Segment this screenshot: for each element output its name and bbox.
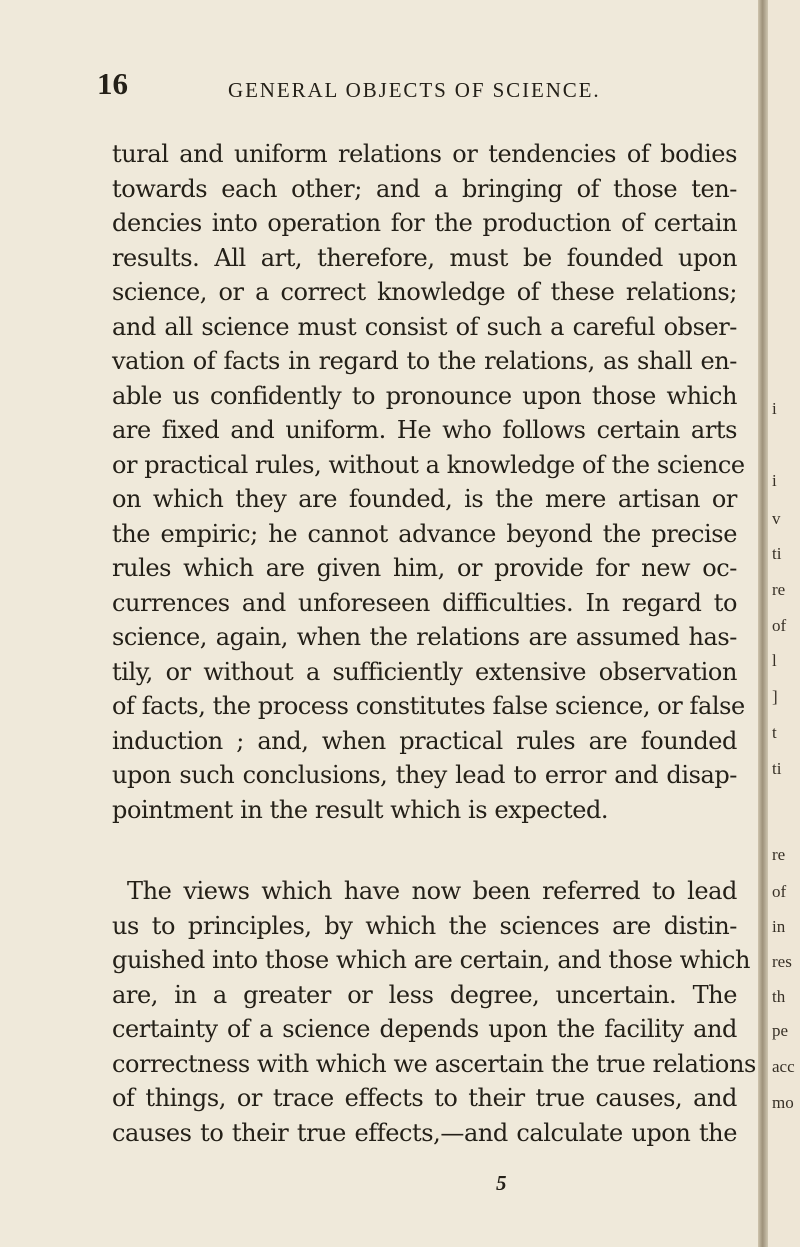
text-line: or practical rules, without a knowledge of the science — [112, 450, 745, 479]
page-header — [97, 66, 717, 110]
adjacent-page-fragment: acc — [772, 1057, 795, 1076]
text-line: guished into those which are certain, and those which — [112, 946, 751, 974]
adjacent-page-fragment: of — [772, 616, 787, 635]
text-line: the empiric; he cannot advance beyond the precise — [112, 519, 737, 548]
signature-mark: 5 — [496, 1171, 507, 1195]
adjacent-page-fragment: i — [772, 471, 777, 490]
text-line: of facts, the process constitutes false science, or false — [112, 692, 745, 720]
text-line: currences and unforeseen difficulties. In regard to — [112, 588, 737, 617]
text-line: tural and uniform relations or tendencies of bodies — [112, 140, 737, 168]
text-line: able us confidently to pronounce upon those which — [112, 381, 737, 410]
adjacent-page-fragment: pe — [772, 1021, 789, 1040]
text-line: science, again, when the relations are assumed has- — [112, 623, 737, 651]
text-line: causes to their true effects,—and calculate upon the — [112, 1118, 737, 1147]
text-line: vation of facts in regard to the relations, as shall en- — [112, 347, 737, 375]
text-line: science, or a correct knowledge of these relations; — [112, 278, 737, 306]
text-line: towards each other; and a bringing of those ten- — [112, 174, 737, 203]
adjacent-page-fragment: ] — [772, 687, 778, 706]
book-gutter-shadow — [758, 0, 768, 1247]
text-line: of things, or trace effects to their true causes, and — [112, 1084, 737, 1112]
text-line: and all science must consist of such a careful obser- — [112, 312, 737, 341]
text-line: are fixed and uniform. He who follows certain arts — [112, 416, 737, 444]
adjacent-page-fragment: mo — [772, 1093, 794, 1112]
adjacent-page-edge — [768, 0, 800, 1247]
adjacent-page-fragment: t — [772, 723, 777, 742]
paragraph-gap — [112, 827, 737, 874]
page-number: 16 — [97, 66, 128, 101]
adjacent-page-fragment: re — [772, 845, 786, 864]
text-line: dencies into operation for the production of certain — [112, 209, 737, 237]
text-line: pointment in the result which is expected. — [112, 795, 609, 824]
text-line: upon such conclusions, they lead to error and disap- — [112, 761, 737, 789]
text-line: correctness with which we ascertain the true relations — [112, 1049, 756, 1078]
text-line: rules which are given him, or provide for new oc- — [112, 554, 737, 582]
adjacent-page-fragment: of — [772, 882, 787, 901]
body-text — [112, 137, 756, 1150]
paragraph-2 — [112, 874, 756, 1150]
adjacent-page-fragment: ti — [772, 544, 782, 563]
adjacent-page-fragment: v — [772, 509, 781, 528]
adjacent-page-fragment: res — [772, 952, 792, 971]
text-line: are, in a greater or less degree, uncertain. The — [112, 980, 737, 1009]
paragraph-1 — [112, 137, 745, 827]
text-line: on which they are founded, is the mere artisan or — [112, 485, 737, 513]
adjacent-page-fragment: l — [772, 651, 777, 670]
adjacent-page-fragment: re — [772, 580, 786, 599]
adjacent-page-fragment: th — [772, 987, 786, 1006]
adjacent-page-fragment: ti — [772, 759, 782, 778]
adjacent-page-fragment: in — [772, 917, 786, 936]
text-line: certainty of a science depends upon the facility and — [112, 1015, 737, 1043]
text-line: tily, or without a sufficiently extensive observation — [112, 657, 737, 686]
text-line: The views which have now been referred to lead — [127, 877, 737, 905]
text-line: induction ; and, when practical rules are founded — [112, 726, 737, 755]
text-line: results. All art, therefore, must be founded upon — [112, 243, 737, 272]
text-line: us to principles, by which the sciences are distin- — [112, 911, 737, 940]
adjacent-page-fragment: i — [772, 399, 777, 418]
running-head: GENERAL OBJECTS OF SCIENCE. — [228, 78, 601, 102]
